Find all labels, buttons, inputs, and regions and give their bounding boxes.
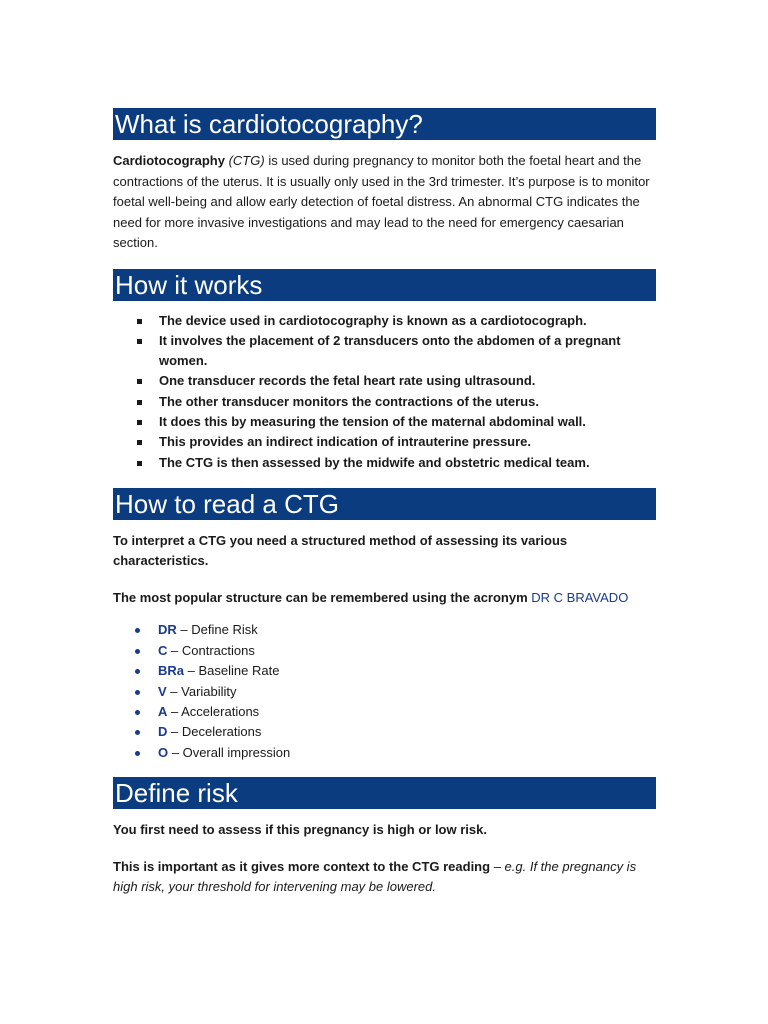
acronym-separator: – [167, 724, 182, 740]
heading-what-is-cardiotocography: What is cardiotocography? [113, 108, 656, 140]
acronym-separator: – [166, 683, 182, 699]
disc-bullet-icon [135, 710, 140, 715]
risk-paragraph-2-bold: This is important as it gives more context to the CTG reading [113, 858, 491, 874]
how-it-works-item-text: It does this by measuring the tension of the maternal abdominal wall. [159, 413, 586, 429]
heading-how-it-works: How it works [113, 269, 656, 301]
how-it-works-item [113, 371, 656, 391]
acronym-item [113, 702, 656, 722]
how-it-works-item-text: The other transducer monitors the contractions of the uterus. [159, 393, 539, 409]
how-it-works-item-text: This provides an indirect indication of intrauterine pressure. [159, 434, 532, 450]
read-paragraph-2 [113, 588, 656, 609]
acronym-label: Variability [181, 683, 237, 699]
disc-bullet-icon [135, 730, 140, 735]
acronym-list [113, 620, 656, 763]
disc-bullet-icon [135, 751, 140, 756]
acronym-label: Define Risk [191, 622, 258, 638]
intro-text: is used during pregnancy to monitor both the foetal heart and the contractions of the uterus. It is usually only used in the 3rd trimester. It’s purpose is to monitor foetal well-being and allow early detection of foetal distress. An abnormal CTG indicates the need for more invasive investigations and may lead to the need for emergency caesarian section. [113, 153, 650, 250]
term-cardiotocography: Cardiotocography [113, 153, 225, 168]
how-it-works-item [113, 432, 656, 452]
acronym-label: Decelerations [181, 724, 262, 740]
acronym-key: O [158, 744, 169, 760]
square-bullet-icon [137, 379, 142, 384]
acronym-key: C [158, 642, 168, 658]
read-paragraph-2-text: The most popular structure can be remembered using the acronym [113, 589, 532, 605]
square-bullet-icon [137, 319, 142, 324]
acronym-item [113, 641, 656, 661]
acronym-item [113, 743, 656, 763]
square-bullet-icon [137, 339, 142, 344]
intro-paragraph [113, 151, 656, 254]
acronym-item [113, 620, 656, 640]
how-it-works-item [113, 412, 656, 432]
square-bullet-icon [137, 420, 142, 425]
how-it-works-item-text: The CTG is then assessed by the midwife and obstetric medical team. [159, 454, 590, 470]
acronym-label: Overall impression [182, 744, 291, 760]
acronym-separator: – [176, 622, 192, 638]
acronym-item [113, 661, 656, 681]
acronym-item [113, 682, 656, 702]
square-bullet-icon [137, 461, 142, 466]
risk-paragraph-1: You first need to assess if this pregnancy is high or low risk. [113, 822, 487, 838]
disc-bullet-icon [135, 690, 140, 695]
acronym-key: BRa [158, 663, 185, 679]
heading-define-risk: Define risk [113, 777, 656, 809]
how-it-works-item-text: It involves the placement of 2 transducers onto the abdomen of a pregnant women. [159, 332, 621, 369]
how-it-works-item [113, 453, 656, 473]
article [113, 108, 656, 898]
term-abbr: (CTG) [228, 153, 265, 168]
risk-paragraph-2 [113, 857, 656, 898]
acronym-key: DR [158, 622, 177, 638]
acronym-item [113, 722, 656, 742]
acronym-label: Baseline Rate [198, 663, 280, 679]
how-it-works-item [113, 392, 656, 412]
risk-paragraph-2-dash: – [490, 858, 505, 874]
heading-how-to-read: How to read a CTG [113, 488, 656, 520]
how-it-works-item-text: One transducer records the fetal heart rate using ultrasound. [159, 373, 536, 389]
how-it-works-item-text: The device used in cardiotocography is known as a cardiotocograph. [159, 312, 587, 328]
acronym-key: V [158, 683, 167, 699]
acronym-key: A [158, 704, 168, 719]
how-it-works-item [113, 331, 656, 372]
acronym-label: Accelerations [181, 704, 260, 719]
how-it-works-list [113, 311, 656, 473]
acronym-key: D [158, 724, 168, 740]
read-paragraph-1: To interpret a CTG you need a structured method of assessing its various characteristics. [113, 532, 568, 569]
acronym-separator: – [168, 744, 183, 760]
acronym-label: Contractions [181, 642, 255, 658]
acronym-separator: – [167, 642, 182, 658]
square-bullet-icon [137, 440, 142, 445]
acronym-separator: – [167, 704, 182, 719]
disc-bullet-icon [135, 628, 140, 633]
disc-bullet-icon [135, 649, 140, 654]
square-bullet-icon [137, 400, 142, 405]
how-it-works-item [113, 311, 656, 331]
risk-paragraph-2-italic: e.g. If the pregnancy is high risk, your threshold for intervening may be lowered. [113, 858, 637, 895]
acronym-link: DR C BRAVADO [531, 589, 629, 605]
disc-bullet-icon [135, 669, 140, 674]
acronym-separator: – [184, 663, 199, 679]
